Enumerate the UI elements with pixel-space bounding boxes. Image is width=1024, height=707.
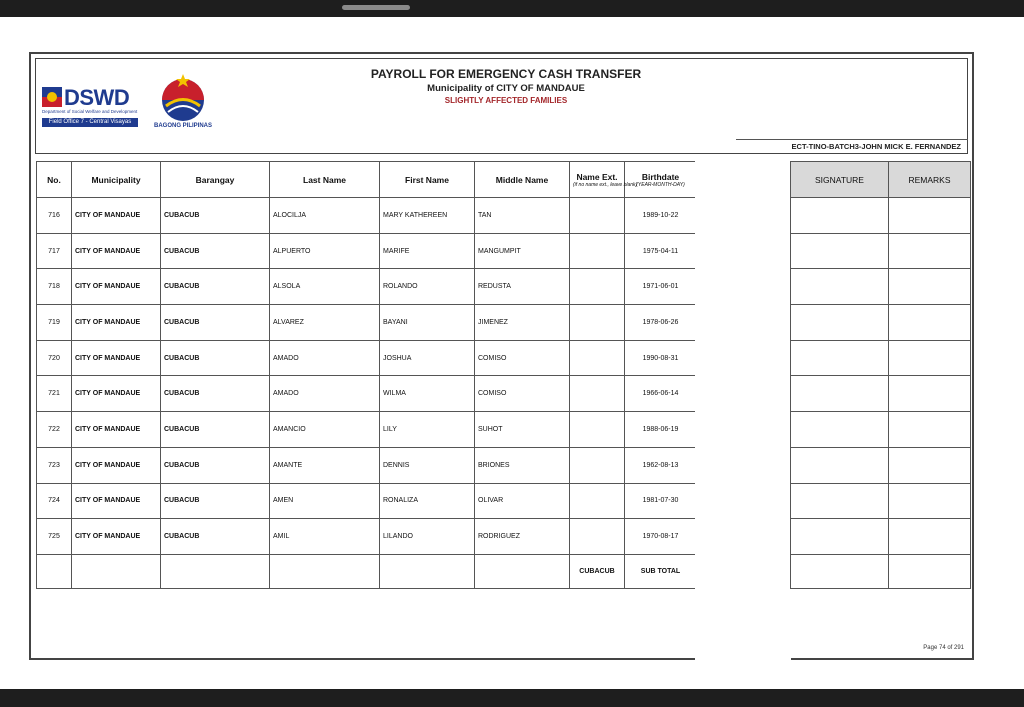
row-middle-name: COMISO	[475, 376, 570, 412]
signature-table	[790, 161, 971, 589]
row-no: 720	[37, 340, 72, 376]
row-municipality: CITY OF MANDAUE	[72, 233, 161, 269]
row-name-ext	[570, 412, 625, 448]
title-block	[316, 67, 696, 105]
row-last-name: ALOCILJA	[270, 198, 380, 234]
table-row	[37, 305, 697, 341]
table-header-row	[37, 162, 697, 198]
row-municipality: CITY OF MANDAUE	[72, 447, 161, 483]
signature-cell[interactable]	[791, 447, 889, 483]
document-subtitle: SLIGHTLY AFFECTED FAMILIES	[444, 96, 568, 105]
subtotal-empty-cell	[270, 554, 380, 588]
batch-divider	[736, 139, 968, 140]
row-first-name: BAYANI	[380, 305, 475, 341]
row-no: 717	[37, 233, 72, 269]
row-last-name: AMEN	[270, 483, 380, 519]
row-barangay: CUBACUB	[161, 376, 270, 412]
row-first-name: JOSHUA	[380, 340, 475, 376]
signature-cell[interactable]	[791, 483, 889, 519]
row-no: 716	[37, 198, 72, 234]
signature-cell[interactable]	[791, 233, 889, 269]
batch-label: ECT-TINO-BATCH3-JOHN MICK E. FERNANDEZ	[791, 142, 961, 151]
subtotal-empty-cell	[475, 554, 570, 588]
dswd-emblem-icon	[42, 87, 62, 107]
row-no: 722	[37, 412, 72, 448]
subtotal-empty-cell	[161, 554, 270, 588]
signature-row	[791, 305, 971, 341]
subtotal-empty-cell	[72, 554, 161, 588]
table-row	[37, 198, 697, 234]
subtotal-empty-cell	[37, 554, 72, 588]
signature-cell[interactable]	[791, 376, 889, 412]
signature-row	[791, 376, 971, 412]
signature-cell	[791, 554, 889, 588]
signature-row	[791, 483, 971, 519]
dswd-department-name: Department of Social Welfare and Development	[42, 109, 138, 114]
row-first-name: MARIFE	[380, 233, 475, 269]
subtotal-label: SUB TOTAL	[625, 554, 697, 588]
remarks-cell[interactable]	[889, 447, 971, 483]
remarks-cell	[889, 554, 971, 588]
row-last-name: AMANCIO	[270, 412, 380, 448]
remarks-cell[interactable]	[889, 305, 971, 341]
dswd-logo	[42, 85, 138, 127]
col-header-birthdate	[625, 162, 697, 198]
row-name-ext	[570, 376, 625, 412]
col-header-remarks: REMARKS	[889, 162, 971, 198]
dswd-wordmark: DSWD	[64, 85, 130, 110]
row-name-ext	[570, 233, 625, 269]
col-header-no: No.	[37, 162, 72, 198]
row-last-name: ALSOLA	[270, 269, 380, 305]
row-birthdate: 1962-08-13	[625, 447, 697, 483]
row-middle-name: RODRIGUEZ	[475, 519, 570, 555]
table-row	[37, 519, 697, 555]
row-last-name: ALPUERTO	[270, 233, 380, 269]
signature-row	[791, 519, 971, 555]
row-last-name: AMANTE	[270, 447, 380, 483]
row-middle-name: REDUSTA	[475, 269, 570, 305]
row-barangay: CUBACUB	[161, 483, 270, 519]
table-row	[37, 447, 697, 483]
row-municipality: CITY OF MANDAUE	[72, 412, 161, 448]
row-no: 718	[37, 269, 72, 305]
signature-cell[interactable]	[791, 305, 889, 341]
table-row	[37, 483, 697, 519]
row-name-ext	[570, 305, 625, 341]
row-first-name: MARY KATHEREEN	[380, 198, 475, 234]
signature-row	[791, 198, 971, 234]
row-last-name: AMADO	[270, 340, 380, 376]
table-row	[37, 269, 697, 305]
remarks-cell[interactable]	[889, 412, 971, 448]
signature-cell[interactable]	[791, 198, 889, 234]
document-header	[35, 58, 968, 154]
col-header-last-name: Last Name	[270, 162, 380, 198]
row-middle-name: BRIONES	[475, 447, 570, 483]
municipality-line: Municipality of CITY OF MANDAUE	[427, 83, 585, 94]
row-barangay: CUBACUB	[161, 412, 270, 448]
signature-cell[interactable]	[791, 269, 889, 305]
col-header-barangay: Barangay	[161, 162, 270, 198]
row-no: 719	[37, 305, 72, 341]
remarks-cell[interactable]	[889, 483, 971, 519]
subtotal-empty-cell	[380, 554, 475, 588]
row-birthdate: 1981-07-30	[625, 483, 697, 519]
col-header-municipality: Municipality	[72, 162, 161, 198]
row-first-name: ROLANDO	[380, 269, 475, 305]
table-row	[37, 340, 697, 376]
signature-cell[interactable]	[791, 340, 889, 376]
row-municipality: CITY OF MANDAUE	[72, 376, 161, 412]
signature-row	[791, 340, 971, 376]
subtotal-barangay: CUBACUB	[570, 554, 625, 588]
row-first-name: DENNIS	[380, 447, 475, 483]
row-no: 724	[37, 483, 72, 519]
remarks-cell[interactable]	[889, 340, 971, 376]
bagong-pilipinas-emblem-icon	[148, 73, 218, 123]
row-first-name: RONALIZA	[380, 483, 475, 519]
signature-row	[791, 447, 971, 483]
row-birthdate: 1978-06-26	[625, 305, 697, 341]
payroll-document	[29, 52, 974, 660]
signature-cell[interactable]	[791, 412, 889, 448]
row-last-name: AMIL	[270, 519, 380, 555]
page-number: Page 74 of 291	[923, 645, 964, 651]
row-last-name: AMADO	[270, 376, 380, 412]
row-first-name: LILANDO	[380, 519, 475, 555]
row-middle-name: SUHOT	[475, 412, 570, 448]
row-barangay: CUBACUB	[161, 269, 270, 305]
remarks-cell[interactable]	[889, 233, 971, 269]
row-birthdate: 1988-06-19	[625, 412, 697, 448]
signature-subtotal-row	[791, 554, 971, 588]
row-name-ext	[570, 198, 625, 234]
row-birthdate: 1970-08-17	[625, 519, 697, 555]
col-header-middle-name: Middle Name	[475, 162, 570, 198]
row-municipality: CITY OF MANDAUE	[72, 340, 161, 376]
payroll-table	[36, 161, 697, 589]
table-row	[37, 412, 697, 448]
row-middle-name: TAN	[475, 198, 570, 234]
col-header-name-ext	[570, 162, 638, 198]
row-name-ext	[570, 519, 625, 555]
row-name-ext	[570, 269, 625, 305]
table-row	[37, 233, 697, 269]
row-middle-name: COMISO	[475, 340, 570, 376]
top-bar	[0, 0, 1024, 17]
signature-row	[791, 269, 971, 305]
folded-gap	[695, 154, 791, 684]
row-birthdate: 1989-10-22	[625, 198, 697, 234]
bagong-pilipinas-text: BAGONG PILIPINAS	[153, 123, 212, 129]
birthdate-label: Birthdate	[641, 171, 680, 182]
row-barangay: CUBACUB	[161, 305, 270, 341]
row-barangay: CUBACUB	[161, 340, 270, 376]
remarks-cell[interactable]	[889, 519, 971, 555]
row-middle-name: MANGUMPIT	[475, 233, 570, 269]
row-municipality: CITY OF MANDAUE	[72, 483, 161, 519]
signature-cell[interactable]	[791, 519, 889, 555]
row-no: 723	[37, 447, 72, 483]
row-municipality: CITY OF MANDAUE	[72, 198, 161, 234]
row-municipality: CITY OF MANDAUE	[72, 519, 161, 555]
row-barangay: CUBACUB	[161, 233, 270, 269]
row-middle-name: OLIVAR	[475, 483, 570, 519]
table-row	[37, 376, 697, 412]
remarks-cell[interactable]	[889, 269, 971, 305]
col-header-first-name: First Name	[380, 162, 475, 198]
col-header-signature: SIGNATURE	[791, 162, 889, 198]
bottom-bar	[0, 689, 1024, 707]
subtotal-row	[37, 554, 697, 588]
birthdate-note: (YEAR-MONTH-DAY)	[636, 181, 685, 188]
drag-handle[interactable]	[342, 5, 410, 10]
name-ext-note: (if no name ext., leave blank)	[573, 181, 638, 188]
signature-row	[791, 412, 971, 448]
row-birthdate: 1971-06-01	[625, 269, 697, 305]
row-barangay: CUBACUB	[161, 447, 270, 483]
row-barangay: CUBACUB	[161, 198, 270, 234]
row-birthdate: 1975-04-11	[625, 233, 697, 269]
row-municipality: CITY OF MANDAUE	[72, 269, 161, 305]
row-no: 721	[37, 376, 72, 412]
row-barangay: CUBACUB	[161, 519, 270, 555]
remarks-cell[interactable]	[889, 198, 971, 234]
row-birthdate: 1990-08-31	[625, 340, 697, 376]
row-birthdate: 1966-06-14	[625, 376, 697, 412]
row-name-ext	[570, 340, 625, 376]
document-title: PAYROLL FOR EMERGENCY CASH TRANSFER	[370, 67, 642, 81]
row-first-name: LILY	[380, 412, 475, 448]
signature-header-row	[791, 162, 971, 198]
row-first-name: WILMA	[380, 376, 475, 412]
name-ext-label: Name Ext.	[576, 171, 618, 182]
signature-row	[791, 233, 971, 269]
row-no: 725	[37, 519, 72, 555]
row-middle-name: JIMENEZ	[475, 305, 570, 341]
dswd-field-office: Field Office 7 - Central Visayas	[42, 118, 138, 127]
row-municipality: CITY OF MANDAUE	[72, 305, 161, 341]
bagong-pilipinas-logo	[148, 73, 218, 131]
row-name-ext	[570, 447, 625, 483]
remarks-cell[interactable]	[889, 376, 971, 412]
row-last-name: ALVAREZ	[270, 305, 380, 341]
row-name-ext	[570, 483, 625, 519]
